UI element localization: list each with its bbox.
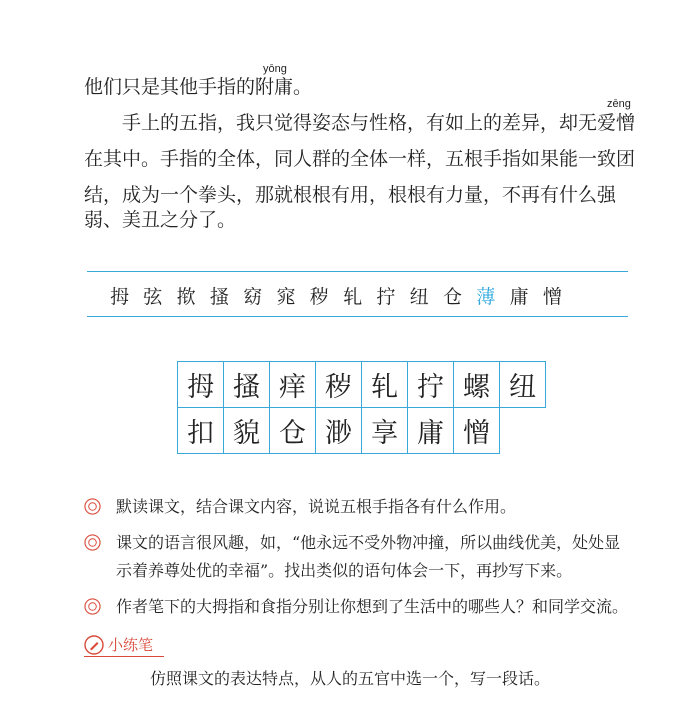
practice-underline [84,656,164,657]
writing-grid [177,361,546,454]
grid-cell: 痒 [270,362,316,408]
passage-line-3: 在其中。手指的全体，同人群的全体一样，五根手指如果能一致团 [84,148,636,170]
question-2-line-1: 课文的语言很风趣，如，“他永远不受外物冲撞，所以曲线优美，处处显 [116,533,621,552]
grid-cell: 庸 [408,408,454,454]
vocab-char: 轧 [343,286,363,308]
grid-cell: 搔 [224,362,270,408]
question-1: 默读课文，结合课文内容，说说五根手指各有什么作用。 [116,497,517,516]
vocab-char: 庸 [509,286,529,308]
pencil-icon [84,635,104,655]
grid-cell: 轧 [362,362,408,408]
grid-cell: 渺 [316,408,362,454]
vocab-char: 拧 [376,286,396,308]
grid-cell: 拇 [178,362,224,408]
vocab-char: 憎 [542,286,562,308]
vocab-char: 揿 [176,286,196,308]
vocab-char: 仓 [442,286,462,308]
vocab-bottom-rule [87,316,628,317]
vocab-row [110,282,630,309]
grid-cell: 享 [362,408,408,454]
grid-cell: 扣 [178,408,224,454]
pinyin-zeng: zēng [607,98,631,110]
passage-line-1: 他们只是其他手指的附庸。 [84,76,313,98]
practice-label: 小练笔 [108,636,154,654]
question-marker-icon [84,498,101,515]
question-marker-icon [84,534,101,551]
vocab-char: 搔 [209,286,229,308]
grid-cell: 纽 [500,362,546,408]
vocab-char: 弦 [143,286,163,308]
passage-line-4: 结，成为一个拳头，那就根根有用，根根有力量，不再有什么强 [84,184,617,206]
grid-cell: 秽 [316,362,362,408]
vocab-char: 拇 [110,286,130,308]
vocab-char: 薄 [476,286,496,308]
grid-cell: 螺 [454,362,500,408]
vocab-top-rule [87,271,628,272]
question-marker-icon [84,598,101,615]
pinyin-yong: yōng [263,63,287,75]
grid-cell: 憎 [454,408,500,454]
question-3: 作者笔下的大拇指和食指分别让你想到了生活中的哪些人？和同学交流。 [116,597,629,616]
vocab-char: 窕 [276,286,296,308]
vocab-char: 秽 [309,286,329,308]
practice-task: 仿照课文的表达特点，从人的五官中选一个，写一段话。 [150,669,551,688]
passage-line-2: 手上的五指，我只觉得姿态与性格，有如上的差异，却无爱憎 [122,112,636,134]
vocab-char: 纽 [409,286,429,308]
vocab-char: 窈 [243,286,263,308]
question-2-line-2: 示着养尊处优的幸福”。找出类似的语句体会一下，再抄写下来。 [116,561,573,580]
grid-cell: 拧 [408,362,454,408]
grid-cell: 貌 [224,408,270,454]
passage-line-5: 弱、美丑之分了。 [84,209,237,231]
grid-cell: 仓 [270,408,316,454]
practice-heading [84,634,153,655]
